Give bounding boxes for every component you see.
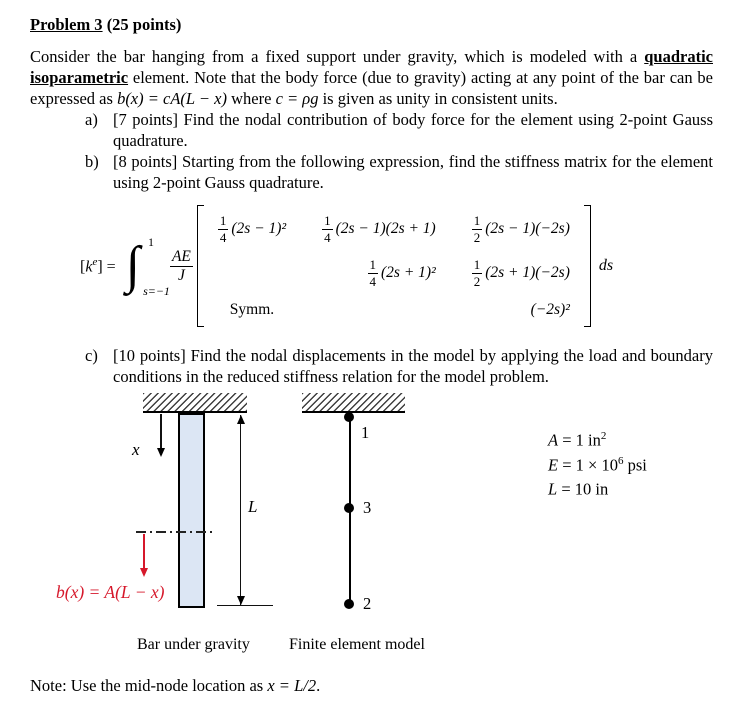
element-superscript: e [92,256,98,269]
fraction: $\frac{1}{4}$ [219,213,227,245]
matrix-cell-symm: Symm. [229,301,275,319]
material-properties [548,426,647,500]
body-force-label: b(x) = A(L − x) [56,582,165,602]
bracket-close: ] [97,258,103,276]
node-2-label: 2 [363,594,372,613]
integral-lower-limit: s=−1 [143,284,170,299]
coefficient-fraction: $\frac{AE}{J}$ [171,247,191,284]
caption-bar-under-gravity: Bar under gravity [137,636,250,653]
caption-finite-element-model: Finite element model [289,636,425,653]
body-force-arrow [143,534,145,570]
item-b-marker: b) [85,152,99,171]
matrix-cell-r2c3: $\frac{1}{2}$ (2s + 1)(−2s) [473,257,570,289]
fixed-support-hatch-left [143,393,247,413]
matrix-cell-r1c3: $\frac{1}{2}$ (2s − 1)(−2s) [473,213,570,245]
intro-text: where [227,89,276,108]
constant-area: A = 1 $in^2$ [548,430,607,450]
node-3 [344,503,354,513]
section-dashdot-line [136,531,213,533]
k-symbol: k [85,258,93,276]
constant-expression: c = ρg [275,89,319,108]
x-axis-label: x [132,440,140,459]
matrix-bracket-right [584,205,591,327]
matrix-bracket-left [197,205,204,327]
integral-glyph: ∫ [125,237,140,295]
body-force-arrowhead-icon [140,568,148,577]
integral-sign [125,235,170,299]
item-c-text: [10 points] Find the nodal displacements in the model by applying the load and boundary conditions in the reduced stiffness relation for the model problem. [113,346,713,387]
problem-points: (25 points) [102,15,182,34]
matrix-cell-r2c2: $\frac{1}{4}$ (2s + 1)² [369,257,436,289]
item-b [85,151,713,193]
intro-text: Consider the bar hanging from a fixed support under gravity, which is modeled with a [30,47,645,66]
intro-paragraph [30,46,713,109]
node-1-label: 1 [361,423,370,442]
figures-area [0,385,743,677]
integral-upper-limit: 1 [147,235,154,250]
problem-number: Problem 3 [30,15,103,34]
fixed-support-hatch-right [302,393,405,413]
matrix-cell-r1c1: $\frac{1}{4}$ (2s − 1)² [219,213,287,245]
bar-body [178,413,205,608]
equals-sign: = [102,258,116,276]
constant-modulus: $E = 1 \times 10^6$ psi [548,454,647,474]
item-c [85,345,713,387]
body-force-expression: b(x) = cA(L − x) [117,89,227,108]
node-3-label: 3 [363,498,372,517]
length-label: L [248,497,258,516]
constant-length: L = 10 in [548,479,609,499]
intro-text: element. Note that the body force (due to gravity) acting at any point of the bar can be expressed as [30,68,713,108]
differential: ds [598,257,614,275]
item-b-text: [8 points] Starting from the following expression, find the stiffness matrix for the element using 2-point Gauss quadrature. [113,152,713,192]
stiffness-matrix-equation [80,205,713,327]
matrix-cell-r3c3: (−2s)² [530,301,570,319]
matrix-cell-r1c2: $\frac{1}{4}$ (2s − 1)(2s + 1) [324,213,436,245]
intro-emphasis: quadratic isoparametric [30,47,713,87]
midnode-expression: x = L/2 [267,676,317,695]
item-a [85,109,713,151]
item-c-marker: c) [85,346,98,366]
item-a-text: [7 points] Find the nodal contribution of body force for the element using 2-point Gauss quadrature. [113,110,713,150]
intro-text: is given as unity in consistent units. [318,89,558,108]
fraction: $\frac{1}{4}$ [324,213,331,245]
length-dimension-line [240,415,241,605]
x-axis-arrow [160,414,162,450]
bracket-open: [ [80,258,86,276]
node-1 [344,412,354,422]
dimension-arrowhead-down-icon [237,596,245,605]
fraction: $\frac{1}{2}$ [473,213,481,245]
stiffness-symbol [80,256,116,276]
dimension-arrowhead-up-icon [237,415,245,424]
problem-title [30,15,713,35]
footnote: Note: Use the mid-node location as x = L/2. [30,676,321,695]
item-a-marker: a) [85,110,98,129]
node-2 [344,599,354,609]
stiffness-matrix [206,205,582,327]
x-axis-arrowhead-icon [157,448,165,457]
fraction: $\frac{1}{4}$ [369,257,377,289]
bottom-reference-line [217,605,273,606]
fraction: $\frac{1}{2}$ [473,257,481,289]
